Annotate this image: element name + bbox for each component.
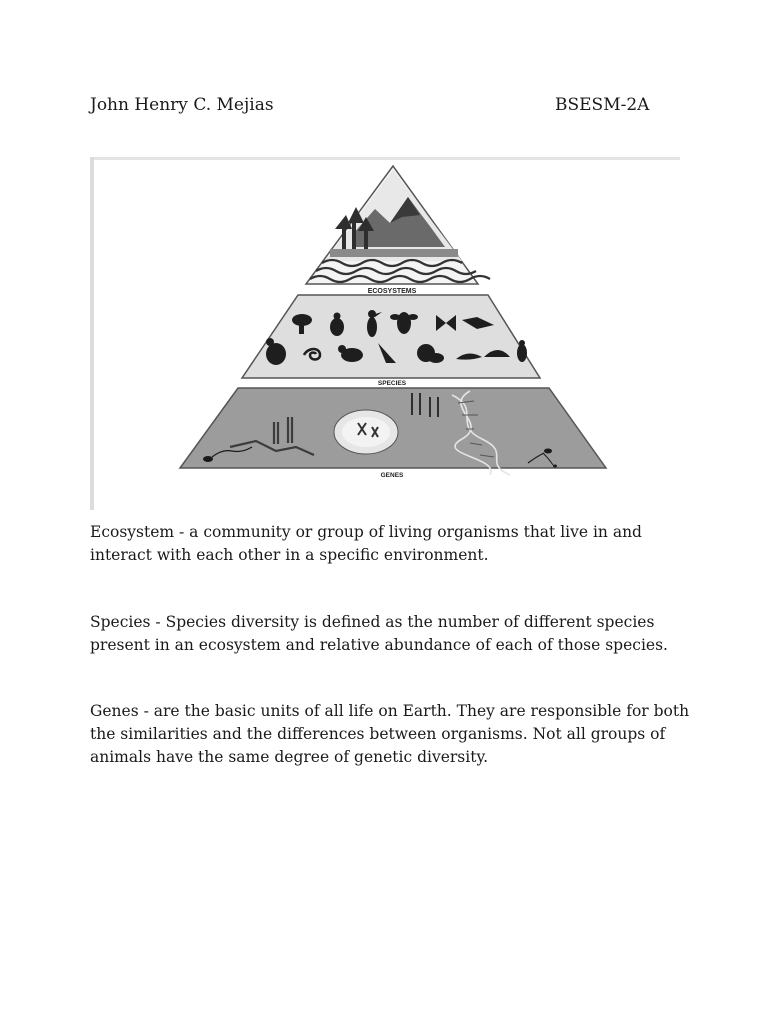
class-section: BSESM-2A — [555, 95, 650, 115]
pyramid-illustration — [90, 157, 680, 510]
ecosystems-label: ECOSYSTEMS — [367, 288, 417, 295]
ecosystem-paragraph: Ecosystem - a community or group of living organisms that live in and interact with each other in a specific environment. — [90, 523, 642, 564]
figure-left-border — [90, 157, 94, 510]
genes-tier — [180, 388, 606, 479]
genes-label: GENES — [380, 472, 404, 479]
cell-nucleus-icon — [334, 410, 398, 454]
genes-paragraph: Genes - are the basic units of all life on Earth. They are responsible for both the similarities and the differences between organisms. Not all groups of animals have the same degree of genetic diversity. — [90, 702, 690, 766]
species-tier — [242, 295, 540, 387]
species-paragraph: Species - Species diversity is defined as the number of different species present in an ecosystem and relative abundance of each of those species. — [90, 613, 668, 654]
figure-top-border — [90, 157, 680, 160]
biodiversity-pyramid-figure — [90, 157, 680, 510]
ecosystems-tier — [306, 166, 490, 295]
species-label: SPECIES — [377, 380, 407, 387]
author-name: John Henry C. Mejias — [90, 95, 274, 115]
